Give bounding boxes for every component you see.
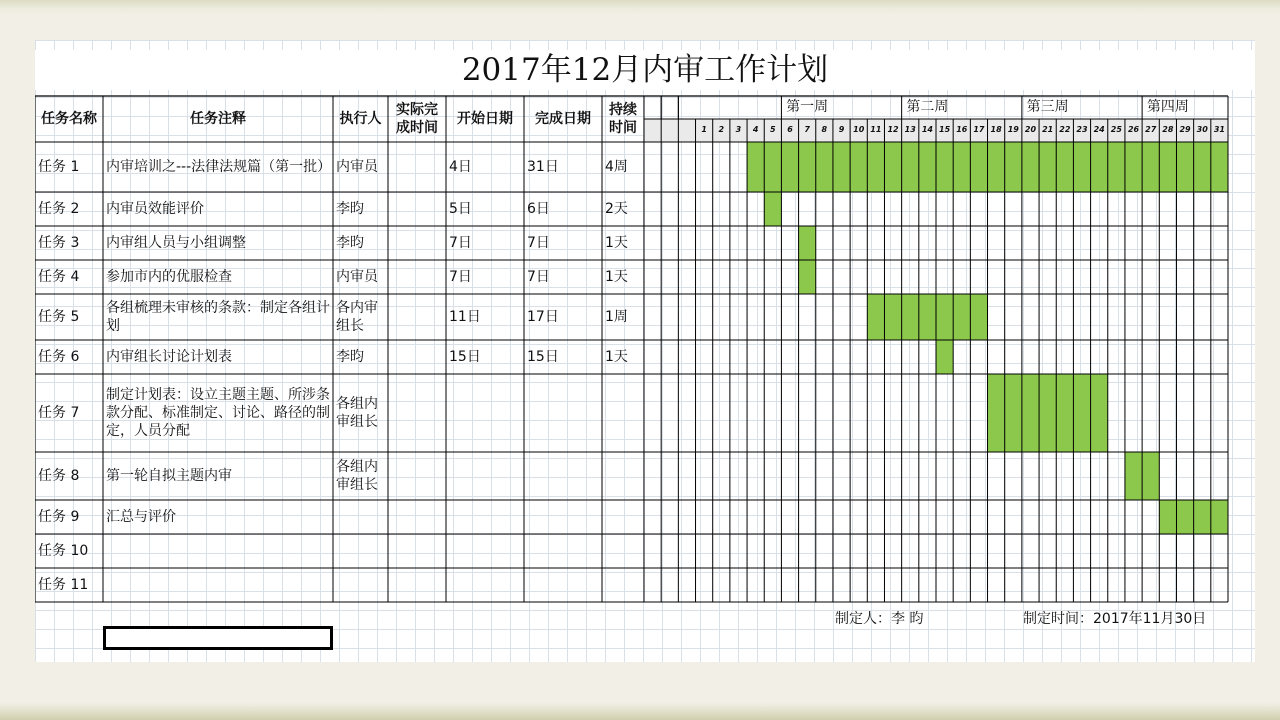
task-name: 任务 9 — [38, 509, 80, 525]
header-task-name: 任务名称 — [41, 111, 97, 127]
task-actual-time — [391, 260, 445, 294]
maker-label: 制定人：李 昀 — [835, 611, 924, 627]
gantt-bar — [867, 294, 987, 340]
header-duration — [602, 96, 644, 142]
task-duration — [605, 500, 643, 534]
day-number: 13 — [904, 125, 916, 134]
day-number: 5 — [770, 125, 776, 134]
day-number: 8 — [821, 125, 828, 134]
task-duration — [605, 534, 643, 568]
task-start-date: 15日 — [449, 349, 481, 365]
day-number: 26 — [1127, 125, 1140, 134]
task-executor: 李昀 — [336, 235, 364, 251]
task-note: 内审员效能评价 — [106, 201, 204, 217]
task-start-date: 5日 — [449, 201, 472, 217]
task-finish-date: 15日 — [527, 349, 559, 365]
task-name: 任务 11 — [38, 577, 89, 593]
header-actual-line1: 实际完 — [396, 102, 438, 118]
task-actual-time — [391, 142, 445, 192]
slide-frame-bottom — [0, 703, 1280, 720]
day-number: 11 — [870, 125, 882, 134]
task-start-date — [449, 568, 523, 602]
task-executor: 李昀 — [336, 201, 364, 217]
task-duration: 1天 — [605, 349, 628, 365]
task-finish-date — [527, 374, 601, 452]
task-finish-date — [527, 452, 601, 500]
day-number: 6 — [787, 125, 793, 134]
task-executor: 各内审组长 — [336, 300, 378, 334]
header-duration-line2: 时间 — [609, 120, 637, 136]
task-note: 内审组人员与小组调整 — [106, 235, 246, 251]
task-note — [106, 568, 332, 602]
task-start-date — [449, 374, 523, 452]
task-actual-time — [391, 534, 445, 568]
task-executor — [336, 568, 387, 602]
task-actual-time — [391, 568, 445, 602]
task-note: 参加市内的优服检查 — [106, 269, 232, 285]
task-start-date — [449, 452, 523, 500]
task-name: 任务 3 — [38, 235, 80, 251]
task-note: 第一轮自拟主题内审 — [106, 468, 232, 484]
day-number: 2 — [718, 125, 725, 134]
day-number: 9 — [838, 125, 845, 134]
task-executor — [336, 534, 387, 568]
day-number: 18 — [990, 125, 1002, 134]
task-note: 汇总与评价 — [106, 509, 176, 525]
task-start-date: 7日 — [449, 269, 472, 285]
task-duration: 4周 — [605, 159, 628, 175]
task-duration: 1周 — [605, 309, 628, 325]
task-start-date — [449, 534, 523, 568]
task-name: 任务 1 — [38, 159, 80, 175]
task-actual-time — [391, 340, 445, 374]
task-duration: 2天 — [605, 201, 628, 217]
week-header: 第二周 — [906, 99, 949, 115]
task-note: 各组梳理未审核的条款：制定各组计划 — [106, 300, 330, 334]
day-number: 10 — [853, 125, 865, 134]
day-number: 19 — [1007, 125, 1019, 134]
day-number: 25 — [1110, 125, 1122, 134]
day-number: 22 — [1059, 125, 1071, 134]
task-finish-date: 31日 — [527, 159, 559, 175]
task-note: 内审组长讨论计划表 — [106, 349, 232, 365]
task-finish-date — [527, 568, 601, 602]
day-number: 15 — [939, 125, 951, 134]
task-duration: 1天 — [605, 269, 628, 285]
day-number: 17 — [973, 125, 985, 134]
task-executor — [336, 500, 387, 534]
task-actual-time — [391, 374, 445, 452]
day-number: 23 — [1076, 125, 1088, 134]
task-start-date — [449, 500, 523, 534]
gantt-bar — [764, 192, 781, 226]
header-actual-time — [388, 96, 446, 142]
gantt-bar — [799, 226, 816, 260]
task-actual-time — [391, 192, 445, 226]
header-finish-date: 完成日期 — [535, 111, 591, 127]
task-duration — [605, 568, 643, 602]
day-number: 21 — [1042, 125, 1054, 134]
day-number: 14 — [921, 125, 933, 134]
slide-frame-top — [0, 0, 1280, 14]
task-executor: 各组内审组长 — [336, 396, 378, 430]
task-executor: 李昀 — [336, 349, 364, 365]
task-actual-time — [391, 500, 445, 534]
task-note — [106, 534, 332, 568]
task-name: 任务 10 — [38, 543, 89, 559]
day-number: 29 — [1179, 125, 1191, 134]
task-start-date: 11日 — [449, 309, 481, 325]
task-duration — [605, 374, 643, 452]
task-finish-date — [527, 534, 601, 568]
day-number: 4 — [752, 125, 759, 134]
week-header: 第三周 — [1026, 99, 1069, 115]
day-number: 7 — [804, 125, 810, 134]
task-actual-time — [391, 452, 445, 500]
task-finish-date: 7日 — [527, 269, 550, 285]
task-start-date: 7日 — [449, 235, 472, 251]
task-name: 任务 8 — [38, 468, 80, 484]
day-number: 24 — [1093, 125, 1105, 134]
task-actual-time — [391, 294, 445, 340]
day-number: 1 — [701, 125, 707, 134]
task-actual-time — [391, 226, 445, 260]
task-name: 任务 7 — [38, 405, 80, 421]
day-number: 30 — [1196, 125, 1208, 134]
selected-cell[interactable] — [103, 626, 333, 650]
task-name: 任务 5 — [38, 309, 80, 325]
task-name: 任务 6 — [38, 349, 80, 365]
task-executor: 内审员 — [336, 159, 378, 175]
day-number: 31 — [1213, 125, 1225, 134]
task-finish-date: 6日 — [527, 201, 550, 217]
day-number: 3 — [735, 125, 742, 134]
day-number: 20 — [1024, 125, 1037, 134]
header-duration-line1: 持续 — [609, 102, 637, 118]
header-start-date: 开始日期 — [457, 111, 513, 127]
date-label: 制定时间：2017年11月30日 — [1023, 611, 1207, 627]
day-number: 16 — [956, 125, 968, 134]
task-executor: 各组内审组长 — [336, 459, 378, 493]
task-note: 内审培训之---法律法规篇（第一批） — [106, 159, 332, 175]
task-executor: 内审员 — [336, 269, 378, 285]
task-duration: 1天 — [605, 235, 628, 251]
day-number: 28 — [1162, 125, 1174, 134]
task-start-date: 4日 — [449, 159, 472, 175]
task-duration — [605, 452, 643, 500]
day-number: 27 — [1145, 125, 1157, 134]
task-finish-date: 17日 — [527, 309, 559, 325]
week-header: 第一周 — [786, 99, 829, 115]
gantt-bar — [799, 260, 816, 294]
header-actual-line2: 成时间 — [396, 120, 438, 136]
task-finish-date: 7日 — [527, 235, 550, 251]
task-finish-date — [527, 500, 601, 534]
week-header: 第四周 — [1146, 99, 1189, 115]
task-note: 制定计划表：设立主题主题、所涉条款分配、标准制定、讨论、路径的制定，人员分配 — [106, 387, 330, 439]
header-executor: 执行人 — [339, 111, 382, 127]
gantt-bar — [988, 374, 1108, 452]
task-name: 任务 2 — [38, 201, 80, 217]
task-name: 任务 4 — [38, 269, 80, 285]
header-task-note: 任务注释 — [190, 111, 246, 127]
sheet-title: 2017年12月内审工作计划 — [35, 50, 1255, 90]
spreadsheet — [35, 40, 1255, 662]
gantt-bar — [936, 340, 953, 374]
day-number: 12 — [887, 125, 899, 134]
